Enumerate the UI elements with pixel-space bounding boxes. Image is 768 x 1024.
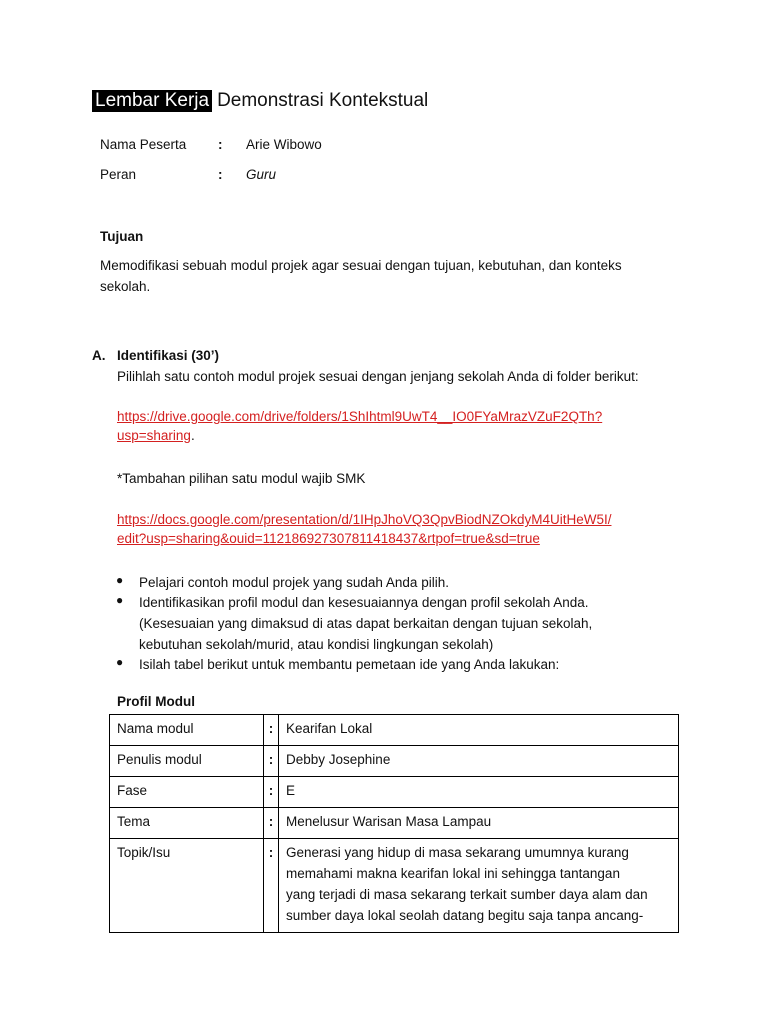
row-label: Tema <box>110 808 264 839</box>
bullet-dot-icon: ● <box>116 593 124 607</box>
bullet-item <box>139 592 699 655</box>
value-line: Kearifan Lokal <box>286 721 373 736</box>
docs-link[interactable] <box>117 512 611 546</box>
value-line: sumber daya lokal seolah datang begitu saja tanpa ancang- <box>286 908 644 923</box>
table-row <box>110 746 679 777</box>
row-value <box>279 746 679 777</box>
row-value <box>279 839 679 933</box>
field-label-peran: Peran <box>100 167 137 182</box>
field-value-peran: Guru <box>246 167 277 182</box>
value-line: memahami makna kearifan lokal ini sehingga tantangan <box>286 866 620 881</box>
table-row <box>110 839 679 933</box>
row-colon: : <box>264 777 279 808</box>
field-colon-peran: : <box>218 167 223 182</box>
row-colon: : <box>264 839 279 933</box>
bullet-item <box>139 654 699 675</box>
drive-link-suffix: . <box>190 428 195 443</box>
bullet-line: Pelajari contoh modul projek yang sudah Anda pilih. <box>139 575 449 590</box>
value-line: yang terjadi di masa sekarang terkait sumber daya alam dan <box>286 887 648 902</box>
bullet-item <box>139 572 699 593</box>
row-colon: : <box>264 746 279 777</box>
drive-link[interactable] <box>117 409 602 443</box>
row-label: Topik/Isu <box>110 839 264 933</box>
row-label: Penulis modul <box>110 746 264 777</box>
drive-link-line-1[interactable]: https://drive.google.com/drive/folders/1ShIhtml9UwT4__IO0FYaMrazVZuF2QTh? <box>117 409 603 424</box>
profil-modul-table <box>109 714 679 933</box>
value-line: Generasi yang hidup di masa sekarang umumnya kurang <box>286 845 629 860</box>
table-row <box>110 715 679 746</box>
section-a-intro: Pilihlah satu contoh modul projek sesuai dengan jenjang sekolah Anda di folder berikut: <box>117 369 639 384</box>
row-value <box>279 715 679 746</box>
bullet-line: Isilah tabel berikut untuk membantu pemetaan ide yang Anda lakukan: <box>139 657 560 672</box>
value-line: E <box>286 783 296 798</box>
section-a-marker: A. <box>92 348 106 363</box>
field-label-nama: Nama Peserta <box>100 137 187 152</box>
value-line: Debby Josephine <box>286 752 391 767</box>
row-label: Nama modul <box>110 715 264 746</box>
title-rest: Demonstrasi Kontekstual <box>217 90 429 111</box>
profil-modul-heading: Profil Modul <box>117 694 195 709</box>
docs-link-line-1[interactable]: https://docs.google.com/presentation/d/1IHpJhoVQ3QpvBiodNZOkdyM4UitHeW5I/ <box>117 512 612 527</box>
row-colon: : <box>264 715 279 746</box>
row-label: Fase <box>110 777 264 808</box>
bullet-line: Identifikasikan profil modul dan kesesuaiannya dengan profil sekolah Anda. <box>139 595 589 610</box>
table-row <box>110 777 679 808</box>
field-colon-nama: : <box>218 137 223 152</box>
row-colon: : <box>264 808 279 839</box>
page-title <box>92 88 428 114</box>
smk-note: *Tambahan pilihan satu modul wajib SMK <box>117 471 366 486</box>
field-value-nama: Arie Wibowo <box>246 137 322 152</box>
drive-link-line-2[interactable]: usp=sharing <box>117 428 191 443</box>
tujuan-heading: Tujuan <box>100 229 144 244</box>
row-value <box>279 777 679 808</box>
section-a-heading: Identifikasi (30’) <box>117 348 220 363</box>
bullet-dot-icon: ● <box>116 573 124 587</box>
tujuan-line-2: sekolah. <box>100 279 151 294</box>
bullet-line: (Kesesuaian yang dimaksud di atas dapat berkaitan dengan tujuan sekolah, <box>139 616 593 631</box>
value-line: Menelusur Warisan Masa Lampau <box>286 814 492 829</box>
bullet-dot-icon: ● <box>116 655 124 669</box>
row-value <box>279 808 679 839</box>
docs-link-line-2[interactable]: edit?usp=sharing&ouid=112186927307811418437&rtpof=true&sd=true <box>117 531 540 546</box>
title-highlight: Lembar Kerja <box>92 90 212 112</box>
bullet-line: kebutuhan sekolah/murid, atau kondisi lingkungan sekolah) <box>139 637 494 652</box>
table-row <box>110 808 679 839</box>
tujuan-line-1: Memodifikasi sebuah modul projek agar sesuai dengan tujuan, kebutuhan, dan konteks <box>100 258 622 273</box>
